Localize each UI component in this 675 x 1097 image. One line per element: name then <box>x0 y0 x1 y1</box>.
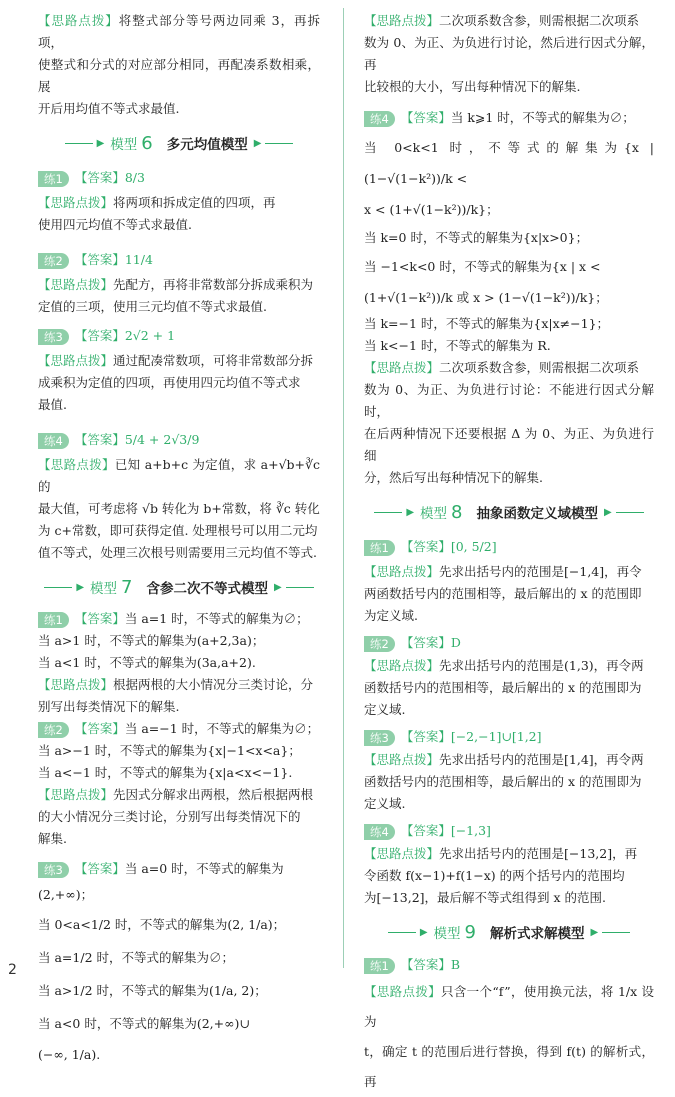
exercise-2 <box>38 246 320 318</box>
divider-line <box>65 143 93 144</box>
text-line: 使整式和分式的对应部分相同，再配凑系数相乘，展 <box>38 57 320 94</box>
exercise-1 <box>364 953 654 1097</box>
text-line: (1+√(1−k²))/k 或 x > (1−√(1−k²))/k}； <box>364 290 608 305</box>
text-line: 数为 0、为正、为负进行讨论，然后进行因式分解，再 <box>364 35 654 72</box>
text-line: 【思路点拨】先配方，再将非常数部分拆成乘积为 <box>38 277 314 292</box>
model-number: 9 <box>464 921 476 943</box>
text-line: 当 k=−1 时，不等式的解集为{x|x≠−1}； <box>364 316 610 331</box>
answer-text: 【答案】当 a=1 时，不等式的解集为∅； <box>74 611 309 626</box>
divider-line <box>388 932 416 933</box>
text-line: 当 a>1/2 时，不等式的解集为(1/a, 2)； <box>38 983 267 998</box>
model-number: 8 <box>451 501 463 523</box>
text-line: 当 a<1 时，不等式的解集为(3a,a+2). <box>38 655 256 670</box>
text-line: 最大值，可考虑将 √b 转化为 b+常数，将 ∛c 转化 <box>38 501 320 516</box>
text-line: 当 a>1 时，不等式的解集为(a+2,3a)； <box>38 633 265 648</box>
exercise-label: 练4 <box>364 111 395 127</box>
exercise-label: 练1 <box>38 612 69 628</box>
exercise-4 <box>364 819 654 909</box>
answer-text: 【答案】B <box>400 957 461 972</box>
text-line: (−∞, 1/a). <box>38 1047 101 1062</box>
model-8-header <box>364 497 654 527</box>
divider-line <box>602 932 630 933</box>
exercise-label: 练2 <box>38 253 69 269</box>
arrow-right-icon: ▶ <box>96 137 105 149</box>
answer-text: 【答案】8/3 <box>74 170 145 185</box>
divider-line <box>44 587 72 588</box>
text-line: 定值的三项，使用三元均值不等式求最值. <box>38 299 267 314</box>
exercise-1 <box>38 164 320 236</box>
arrow-right-icon: ▶ <box>419 926 428 938</box>
exercise-label: 练1 <box>364 958 395 974</box>
model-word: 模型 <box>420 506 448 522</box>
arrow-right-icon: ▶ <box>253 137 262 149</box>
arrow-right-icon: ▶ <box>273 581 282 593</box>
model-title: 解析式求解模型 <box>489 926 585 942</box>
text-line: 值不等式，处理三次根号则需要用三元均值不等式. <box>38 545 317 560</box>
answer-text: 【答案】当 a=0 时，不等式的解集为(2,+∞)； <box>38 861 284 902</box>
answer-text: 【答案】2√2 + 1 <box>74 328 176 343</box>
text-line: t，确定 t 的范围后进行替换，得到 f(t) 的解析式，再 <box>364 1044 654 1089</box>
text-line: 【思路点拨】将整式部分等号两边同乘 3，再拆项， <box>38 13 320 50</box>
arrow-right-icon: ▶ <box>603 506 612 518</box>
answer-text: 【答案】5/4 + 2√3/9 <box>74 432 200 447</box>
model-title: 多元均值模型 <box>166 137 248 153</box>
column-divider <box>343 8 344 968</box>
text-line: 别写出每类情况下的解集. <box>38 699 180 714</box>
text-line: 解集. <box>38 831 67 846</box>
page-number: 2 <box>8 962 17 978</box>
text-line: 【思路点拨】先因式分解求出两根，然后根据两根 <box>38 787 314 802</box>
exercise-4 <box>364 104 654 489</box>
text-line: 当 a=1/2 时，不等式的解集为∅； <box>38 950 234 965</box>
text-line: 为定义域. <box>364 608 418 623</box>
text-line: 【思路点拨】先求出括号内的范围是(1,3)，再令两 <box>364 658 644 673</box>
text-line: 【思路点拨】只含一个“f”，使用换元法，将 1/x 设为 <box>364 984 654 1029</box>
answer-text: 【答案】[−1,3] <box>400 823 491 838</box>
text-line: 数为 0、为正、为负进行讨论：不能进行因式分解时， <box>364 382 654 419</box>
divider-line <box>616 512 644 513</box>
answer-text: 【答案】当 k⩾1 时，不等式的解集为∅； <box>400 110 635 125</box>
exercise-label: 练2 <box>364 636 395 652</box>
text-line: 【思路点拨】二次项系数含参，则需根据二次项系 <box>364 360 640 375</box>
text-line: 函数括号内的范围相等，最后解出的 x 的范围即为 <box>364 774 642 789</box>
text-line: 【思路点拨】先求出括号内的范围是[1,4]，再令两 <box>364 752 644 767</box>
text-line: 为[−13,2]，最后解不等式组得到 x 的范围. <box>364 890 607 905</box>
arrow-right-icon: ▶ <box>590 926 599 938</box>
divider-line <box>265 143 293 144</box>
text-line: 定义域. <box>364 796 406 811</box>
answer-text: 【答案】[−2,−1]∪[1,2] <box>400 729 542 744</box>
model-7-header <box>38 572 320 602</box>
text-line: 当 −1<k<0 时，不等式的解集为{x | x < <box>364 259 601 274</box>
text-line: 当 a>−1 时，不等式的解集为{x|−1<x<a}； <box>38 743 301 758</box>
intro-block <box>38 10 320 120</box>
text-line: 令函数 f(x−1)+f(1−x) 的两个括号内的范围均 <box>364 868 625 883</box>
exercise-3 <box>38 322 320 416</box>
model-6-header <box>38 128 320 158</box>
text-line: 的大小情况分三类讨论，分别写出每类情况下的 <box>38 809 301 824</box>
answer-text: 【答案】11/4 <box>74 252 153 267</box>
text-line: 【思路点拨】二次项系数含参，则需根据二次项系 <box>364 13 640 28</box>
exercise-label: 练3 <box>38 862 69 878</box>
arrow-right-icon: ▶ <box>406 506 415 518</box>
text-line: 当 k=0 时，不等式的解集为{x|x>0}； <box>364 230 589 245</box>
exercise-1 <box>364 533 654 627</box>
text-line: 【思路点拨】已知 a+b+c 为定值，求 a+√b+∛c 的 <box>38 457 320 494</box>
model-title: 含参二次不等式模型 <box>146 581 268 597</box>
model-number: 7 <box>121 576 133 598</box>
model-title: 抽象函数定义域模型 <box>476 506 598 522</box>
text-line: 【思路点拨】根据两根的大小情况分三类讨论，分 <box>38 677 314 692</box>
exercise-2 <box>38 718 320 850</box>
model-word: 模型 <box>110 137 138 153</box>
exercise-label: 练1 <box>364 540 395 556</box>
text-line: 开后用均值不等式求最值. <box>38 101 180 116</box>
text-line: 为 c+常数，即可获得定值. 处理根号可以用二元均 <box>38 523 318 538</box>
text-line: 【思路点拨】通过配凑常数项，可将非常数部分拆 <box>38 353 314 368</box>
text-line: 【思路点拨】先求出括号内的范围是[−1,4]，再令 <box>364 564 642 579</box>
text-line: x < (1+√(1−k²))/k}； <box>364 202 499 217</box>
model-word: 模型 <box>90 581 118 597</box>
left-column <box>38 10 320 1070</box>
exercise-2 <box>364 631 654 721</box>
answer-text: 【答案】当 a=−1 时，不等式的解集为∅； <box>74 721 320 736</box>
text-line: 在后两种情况下还要根据 Δ 为 0、为正、为负进行细 <box>364 426 654 463</box>
text-line: 当 0<a<1/2 时，不等式的解集为(2, 1/a)； <box>38 917 286 932</box>
text-line: 当 a<0 时，不等式的解集为(2,+∞)∪ <box>38 1016 250 1031</box>
exercise-3 <box>38 856 320 1070</box>
text-line: 【思路点拨】将两项和拆成定值的四项，再 <box>38 195 276 210</box>
intro-block <box>364 10 654 98</box>
exercise-3 <box>364 725 654 815</box>
exercise-label: 练3 <box>38 329 69 345</box>
exercise-label: 练2 <box>38 722 69 738</box>
exercise-4 <box>38 426 320 564</box>
model-9-header <box>364 917 654 947</box>
text-line: 分，然后写出每种情况下的解集. <box>364 470 543 485</box>
text-line: 当 k<−1 时，不等式的解集为 R. <box>364 338 551 353</box>
exercise-label: 练4 <box>38 433 69 449</box>
text-line: 定义域. <box>364 702 406 717</box>
answer-text: 【答案】[0, 5/2] <box>400 539 497 554</box>
exercise-label: 练4 <box>364 824 395 840</box>
text-line: 成乘积为定值的四项，再使用四元均值不等式求 <box>38 375 301 390</box>
arrow-right-icon: ▶ <box>76 581 85 593</box>
text-line: 比较根的大小，写出每种情况下的解集. <box>364 79 581 94</box>
divider-line <box>374 512 402 513</box>
divider-line <box>286 587 314 588</box>
text-line: 两函数括号内的范围相等，最后解出的 x 的范围即 <box>364 586 642 601</box>
right-column <box>364 10 654 1097</box>
exercise-1 <box>38 608 320 718</box>
text-line: 最值. <box>38 397 67 412</box>
text-line: 函数括号内的范围相等，最后解出的 x 的范围即为 <box>364 680 642 695</box>
model-number: 6 <box>141 132 153 154</box>
model-word: 模型 <box>433 926 461 942</box>
text-line: 当 0<k<1 时，不等式的解集为{x | (1−√(1−k²))/k < <box>364 140 654 186</box>
text-line: 使用四元均值不等式求最值. <box>38 217 192 232</box>
answer-text: 【答案】D <box>400 635 461 650</box>
text-line: 【思路点拨】先求出括号内的范围是[−13,2]，再 <box>364 846 638 861</box>
exercise-label: 练1 <box>38 171 69 187</box>
exercise-label: 练3 <box>364 730 395 746</box>
text-line: 当 a<−1 时，不等式的解集为{x|a<x<−1}. <box>38 765 293 780</box>
